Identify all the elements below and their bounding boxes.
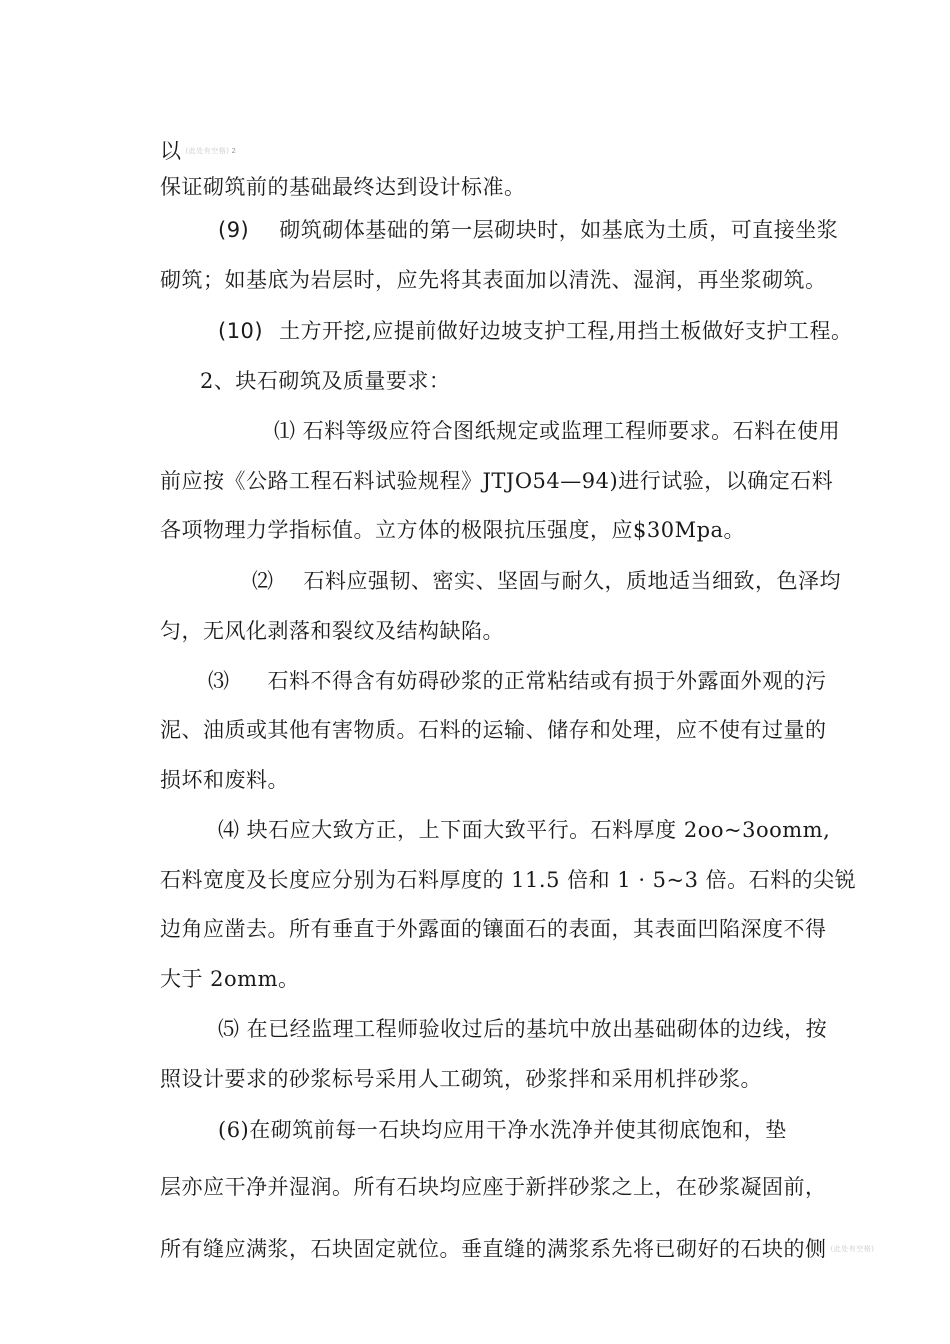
text-fragment: ⑷ 块石应大致方正，上下面大致平行。石料厚度 2oo~3oomm,: [218, 818, 831, 842]
text-fragment: 各项物理力学指标值。立方体的极限抗压强度，应$30Mpa。: [160, 518, 746, 542]
item-number: ⑶: [208, 669, 230, 693]
text-fragment: 石料宽度及长度应分别为石料厚度的 11.5 倍和 1 · 5~3 倍。石料的尖锐: [160, 868, 857, 892]
text-fragment: 边角应凿去。所有垂直于外露面的镶面石的表面，其表面凹陷深度不得: [160, 917, 827, 941]
paragraph-line: [160, 265, 827, 295]
paragraph-line: [160, 715, 827, 745]
text-fragment: 所有缝应满浆，石块固定就位。垂直缝的满浆系先将已砌好的石块的侧: [160, 1237, 827, 1261]
text-fragment: 前应按《公路工程石料试验规程》JTJO54—94)进行试验，以确定石料: [160, 469, 834, 493]
text-fragment: 砌筑；如基底为岩层时，应先将其表面加以清洗、湿润，再坐浆砌筑。: [160, 268, 827, 292]
section-heading: [200, 366, 450, 396]
text-fragment: 砌筑砌体基础的第一层砌块时，如基底为土质，可直接坐浆: [279, 218, 839, 242]
paragraph-line: [160, 914, 827, 944]
text-fragment: 泥、油质或其他有害物质。石料的运输、储存和处理，应不使有过量的: [160, 718, 827, 742]
paragraph-line: [160, 466, 833, 496]
paragraph-line: [160, 865, 856, 895]
item-number: (10): [218, 319, 264, 343]
text-fragment: 石料应强韧、密实、坚固与耐久，质地适当细致，色泽均: [303, 569, 841, 593]
text-fragment: (6)在砌筑前每一石块均应用干净水洗净并使其彻底饱和，垫: [218, 1118, 787, 1142]
paragraph-line: [252, 566, 841, 596]
text-fragment: 2、块石砌筑及质量要求：: [200, 369, 451, 393]
text-fragment: 土方开挖,应提前做好边坡支护工程,用挡土板做好支护工程。: [279, 319, 853, 343]
paragraph-line: [208, 666, 827, 696]
footnote-mark: 2: [231, 147, 237, 155]
paragraph-line: [160, 136, 236, 166]
text-fragment: ⑸ 在已经监理工程师验收过后的基坑中放出基础砌体的边线，按: [218, 1017, 828, 1041]
item-number: ⑵: [252, 569, 274, 593]
paragraph-line: [218, 316, 852, 346]
text-fragment: 照设计要求的砂浆标号采用人工砌筑，砂浆拌和采用机拌砂浆。: [160, 1067, 762, 1091]
text-fragment: 大于 2omm。: [160, 967, 300, 991]
paragraph-line: [160, 616, 504, 646]
paragraph-line: [160, 765, 289, 795]
ghost-text: (此处有空格): [830, 1245, 875, 1253]
paragraph-line: [160, 1234, 874, 1264]
paragraph-line: [160, 515, 745, 545]
text-fragment: 以: [160, 139, 182, 163]
text-fragment: 层亦应干净并湿润。所有石块均应座于新拌砂浆之上，在砂浆凝固前，: [160, 1175, 827, 1199]
ghost-text: (此处有空格): [185, 147, 230, 155]
text-fragment: 损坏和废料。: [160, 768, 289, 792]
text-fragment: ⑴ 石料等级应符合图纸规定或监理工程师要求。石料在使用: [274, 419, 841, 443]
paragraph-line: [218, 215, 838, 245]
paragraph-line: [160, 1064, 762, 1094]
paragraph-line: [160, 964, 300, 994]
item-number: (9): [218, 218, 250, 242]
text-fragment: 保证砌筑前的基础最终达到设计标准。: [160, 175, 526, 199]
text-fragment: 石料不得含有妨碍砂浆的正常粘结或有损于外露面外观的污: [267, 669, 827, 693]
text-fragment: 匀，无风化剥落和裂纹及结构缺陷。: [160, 619, 504, 643]
paragraph-line: [218, 815, 830, 845]
paragraph-line: [218, 1014, 827, 1044]
paragraph-line: [160, 1172, 827, 1202]
paragraph-line: [160, 172, 526, 202]
paragraph-line: [274, 416, 840, 446]
paragraph-line: [218, 1115, 787, 1145]
